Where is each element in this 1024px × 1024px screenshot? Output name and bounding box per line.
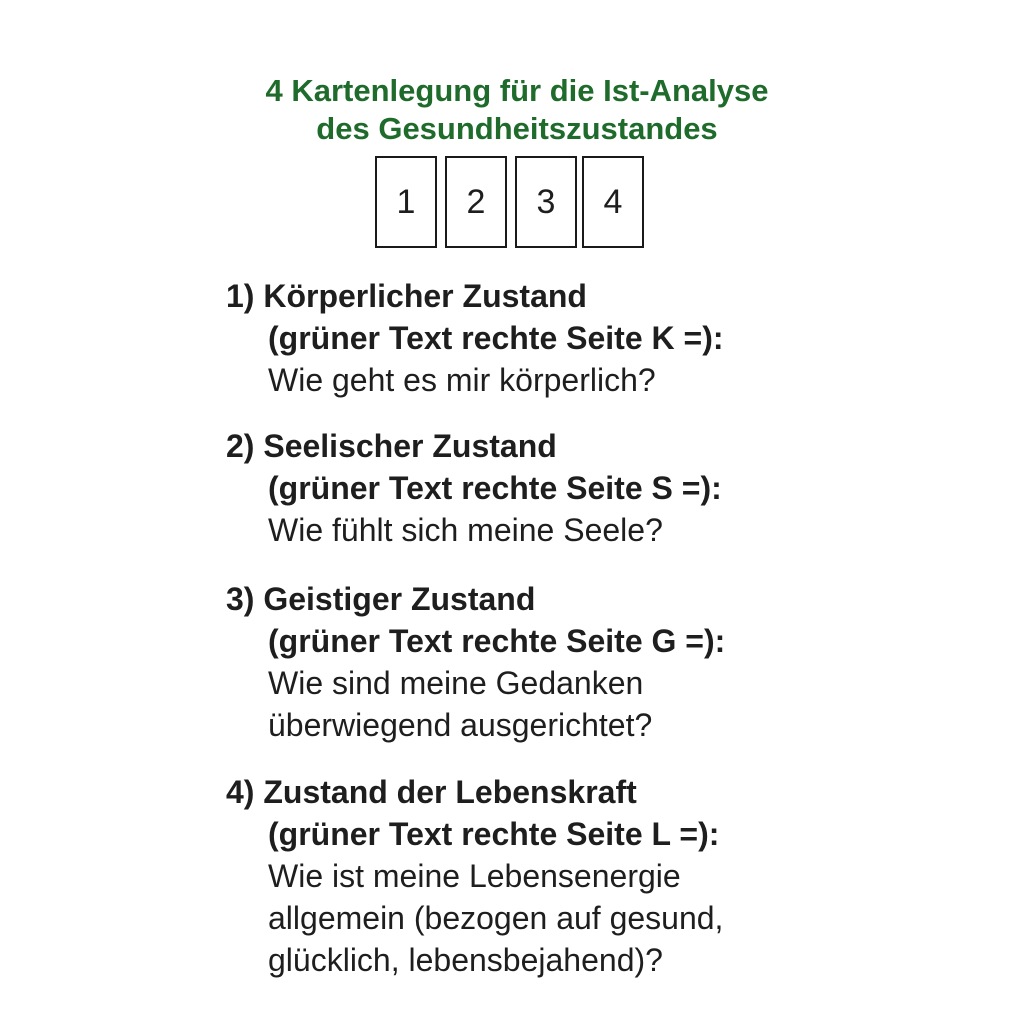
section-question-line: allgemein (bezogen auf gesund, (268, 900, 724, 936)
page-title (0, 72, 1024, 148)
section-heading: 1) Körperlicher Zustand (226, 278, 587, 314)
card-3: 3 (515, 156, 577, 248)
title-line-2: des Gesundheitszustandes (316, 111, 718, 146)
section-emotional (226, 425, 926, 551)
section-subheading: (grüner Text rechte Seite K =): (268, 320, 724, 356)
card-2: 2 (445, 156, 507, 248)
section-heading: 4) Zustand der Lebenskraft (226, 774, 637, 810)
card-4: 4 (582, 156, 644, 248)
section-question-line: Wie sind meine Gedanken (268, 665, 644, 701)
card-1: 1 (375, 156, 437, 248)
section-subheading: (grüner Text rechte Seite S =): (268, 470, 722, 506)
section-life-force (226, 771, 926, 981)
section-question-line: glücklich, lebensbejahend)? (268, 942, 663, 978)
title-line-1: 4 Kartenlegung für die Ist-Analyse (265, 73, 769, 108)
section-heading: 3) Geistiger Zustand (226, 581, 536, 617)
section-question-line: Wie geht es mir körperlich? (268, 362, 656, 398)
section-question-line: Wie ist meine Lebensenergie (268, 858, 681, 894)
section-mental (226, 578, 926, 746)
section-question-line: überwiegend ausgerichtet? (268, 707, 653, 743)
section-question-line: Wie fühlt sich meine Seele? (268, 512, 663, 548)
section-heading: 2) Seelischer Zustand (226, 428, 557, 464)
section-subheading: (grüner Text rechte Seite G =): (268, 623, 726, 659)
section-subheading: (grüner Text rechte Seite L =): (268, 816, 720, 852)
section-physical (226, 275, 926, 401)
